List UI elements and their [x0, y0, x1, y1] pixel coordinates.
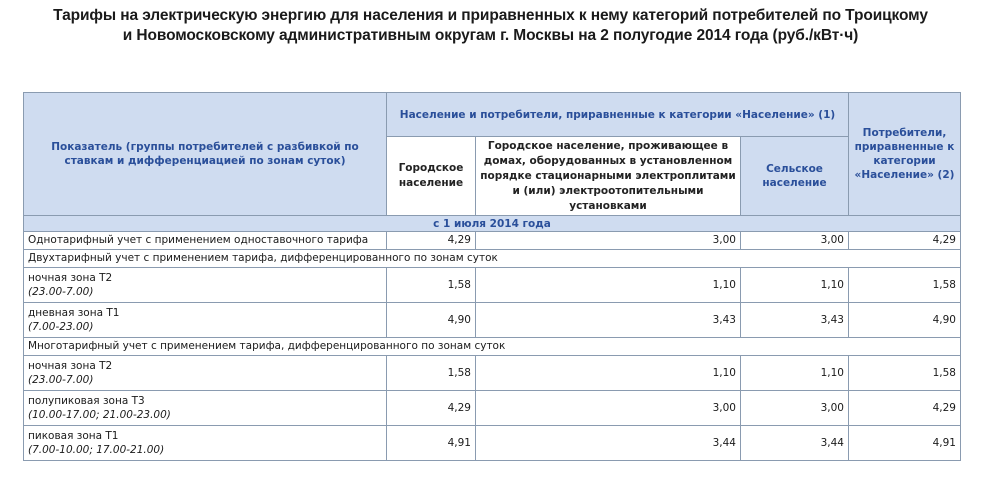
cell-urban: 4,91	[387, 426, 476, 461]
zone-name: полупиковая зона Т3	[28, 394, 145, 407]
cell-rural: 3,00	[741, 232, 849, 250]
row-label	[24, 268, 387, 303]
row-label	[24, 391, 387, 426]
section-multi-rate	[24, 338, 961, 356]
header-urban: Городское население	[387, 137, 476, 216]
cell-rural: 3,43	[741, 303, 849, 338]
table-row	[24, 356, 961, 391]
row-label	[24, 426, 387, 461]
table-row-single-rate	[24, 232, 961, 250]
header-row-1	[24, 93, 961, 137]
zone-period: (10.00-17.00; 21.00-23.00)	[28, 408, 171, 421]
zone-period: (7.00-23.00)	[28, 320, 94, 333]
cell-equated: 4,91	[849, 426, 961, 461]
header-rural: Сельское население	[741, 137, 849, 216]
table-row	[24, 426, 961, 461]
header-indicator: Показатель (группы потребителей с разбивкой по ставкам и дифференциацией по зонам суток)	[24, 93, 387, 216]
row-label	[24, 356, 387, 391]
cell-equated: 4,29	[849, 232, 961, 250]
cell-equated: 4,29	[849, 391, 961, 426]
table-row	[24, 303, 961, 338]
page-title	[0, 6, 981, 46]
section-label: Двухтарифный учет с применением тарифа, дифференцированного по зонам суток	[24, 250, 961, 268]
cell-urban: 4,29	[387, 391, 476, 426]
zone-name: пиковая зона Т1	[28, 429, 119, 442]
cell-equated: 1,58	[849, 356, 961, 391]
title-line-2: и Новомосковскому административным округам г. Москвы на 2 полугодие 2014 года (руб./кВт·ч)	[122, 27, 859, 44]
section-label: Многотарифный учет с применением тарифа, дифференцированного по зонам суток	[24, 338, 961, 356]
zone-name: ночная зона Т2	[28, 271, 113, 284]
row-label	[24, 303, 387, 338]
section-two-rate	[24, 250, 961, 268]
cell-urban-stoves: 3,44	[476, 426, 741, 461]
header-population-group: Население и потребители, приравненные к категории «Население» (1)	[387, 93, 849, 137]
zone-name: дневная зона Т1	[28, 306, 120, 319]
row-label: Однотарифный учет с применением одноставочного тарифа	[24, 232, 387, 250]
title-line-1: Тарифы на электрическую энергию для населения и приравненных к нему категорий потребителей по Троицкому	[53, 7, 928, 24]
cell-rural: 1,10	[741, 268, 849, 303]
cell-urban: 1,58	[387, 268, 476, 303]
cell-urban: 1,58	[387, 356, 476, 391]
cell-rural: 3,00	[741, 391, 849, 426]
table-row	[24, 268, 961, 303]
cell-urban: 4,29	[387, 232, 476, 250]
zone-period: (23.00-7.00)	[28, 373, 94, 386]
cell-equated: 1,58	[849, 268, 961, 303]
header-urban-stoves: Городское население, проживающее в домах, оборудованных в установленном порядке стационарными электроплитами и (или) электроотопительными установками	[476, 137, 741, 216]
cell-urban-stoves: 3,43	[476, 303, 741, 338]
zone-period: (23.00-7.00)	[28, 285, 94, 298]
tariff-table	[23, 92, 961, 461]
cell-rural: 1,10	[741, 356, 849, 391]
header-equated-consumers: Потребители, приравненные к категории «Население» (2)	[849, 93, 961, 216]
table-row	[24, 391, 961, 426]
zone-period: (7.00-10.00; 17.00-21.00)	[28, 443, 165, 456]
zone-name: ночная зона Т2	[28, 359, 113, 372]
cell-urban-stoves: 3,00	[476, 232, 741, 250]
cell-equated: 4,90	[849, 303, 961, 338]
cell-urban: 4,90	[387, 303, 476, 338]
cell-urban-stoves: 1,10	[476, 268, 741, 303]
period-label: с 1 июля 2014 года	[24, 216, 961, 232]
cell-urban-stoves: 1,10	[476, 356, 741, 391]
cell-urban-stoves: 3,00	[476, 391, 741, 426]
cell-rural: 3,44	[741, 426, 849, 461]
period-row	[24, 216, 961, 232]
